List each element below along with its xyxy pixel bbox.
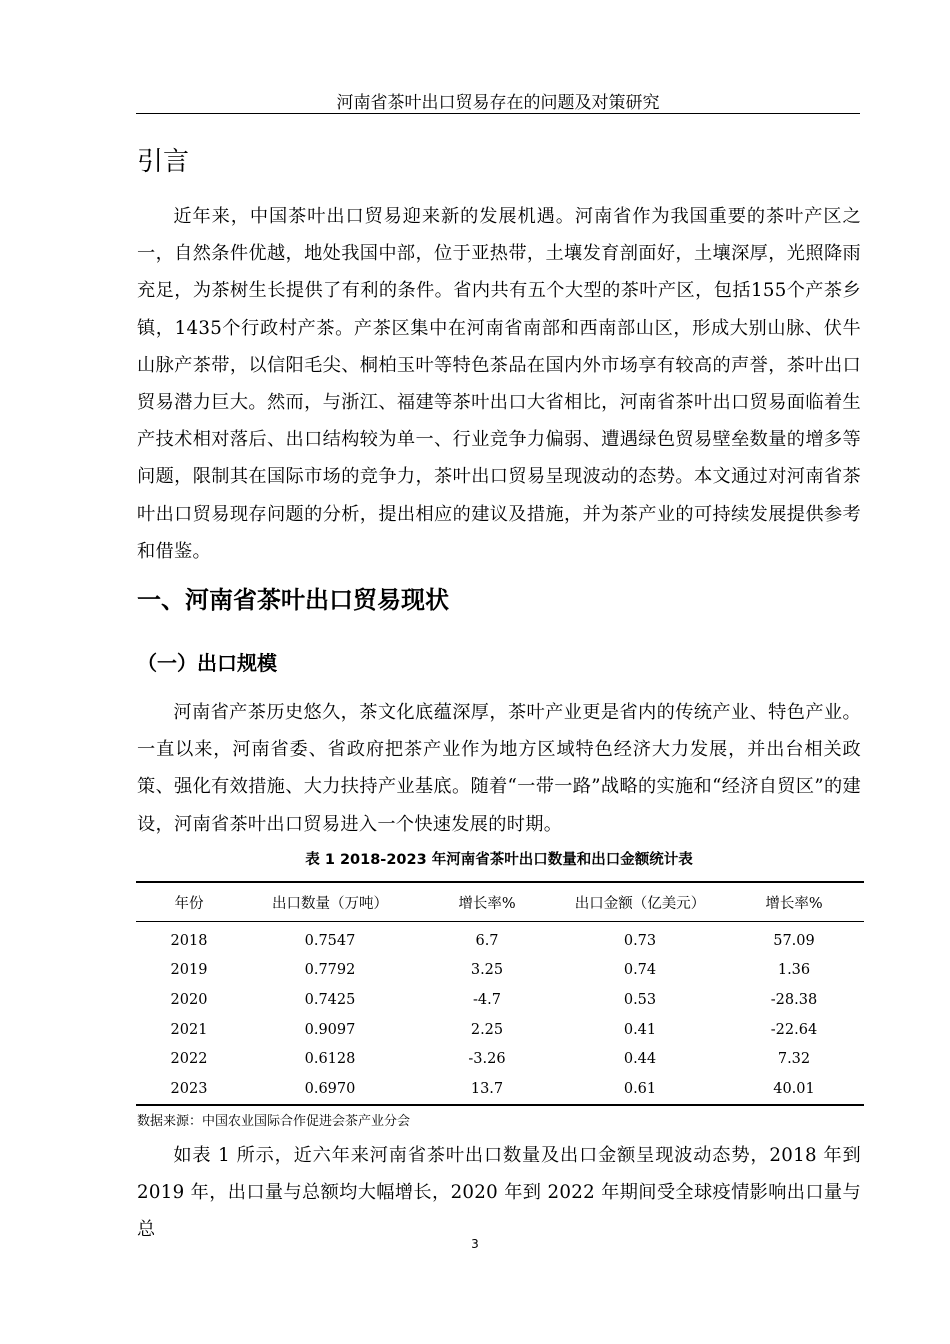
cell-quantity: 0.6128 — [304, 1051, 356, 1068]
intro-paragraph: 近年来，中国茶叶出口贸易迎来新的发展机遇。河南省作为我国重要的茶叶产区之一，自然条件优越，地处我国中部，位于亚热带，土壤发育剖面好，土壤深厚，光照降雨充足，为茶树生长提供了有利的条件。省内共有五个大型的茶叶产区，包括155个产茶乡镇，1435个行政村产茶。产茶区集中在河南省南部和西南部山区，形成大别山脉、伏牛山脉产茶带，以信阳毛尖、桐柏玉叶等特色茶品在国内外市场享有较高的声誉，茶叶出口贸易潜力巨大。然而，与浙江、福建等茶叶出口大省相比，河南省茶叶出口贸易面临着生产技术相对落后、出口结构较为单一、行业竞争力偏弱、遭遇绿色贸易壁垒数量的增多等问题，限制其在国际市场的竞争力，茶叶出口贸易呈现波动的态势。本文通过对河南省茶叶出口贸易现存问题的分析，提出相应的建议及措施，并为茶产业的可持续发展提供参考和借鉴。 — [137, 206, 861, 562]
cell-year: 2018 — [170, 932, 208, 949]
header-rule — [136, 113, 860, 114]
cell-year: 2022 — [170, 1051, 208, 1068]
cell-amount-growth: 1.36 — [777, 962, 811, 979]
cell-amount-growth: -22.64 — [770, 1021, 818, 1038]
column-header-quantity-growth: 增长率% — [458, 895, 516, 912]
export-table — [136, 881, 864, 1106]
column-header-year: 年份 — [174, 895, 204, 912]
cell-quantity-growth: 3.25 — [470, 962, 504, 979]
cell-amount: 0.44 — [623, 1051, 657, 1068]
cell-amount: 0.74 — [623, 962, 657, 979]
table-row — [136, 1015, 864, 1045]
table-row — [136, 985, 864, 1015]
cell-amount: 0.53 — [623, 991, 657, 1008]
analysis-paragraph: 如表 1 所示，近六年来河南省茶叶出口数量及出口金额呈现波动态势，2018 年到 2019 年，出口量与总额均大幅增长，2020 年到 2022 年期间受全球疫情影响出口量与总 — [137, 1145, 861, 1241]
column-header-quantity: 出口数量（万吨） — [272, 895, 388, 912]
cell-quantity: 0.7792 — [304, 962, 356, 979]
running-header: 河南省茶叶出口贸易存在的问题及对策研究 — [336, 93, 660, 113]
cell-year: 2021 — [170, 1021, 208, 1038]
cell-quantity: 0.6970 — [304, 1080, 356, 1097]
cell-quantity-growth: 2.25 — [470, 1021, 504, 1038]
cell-year: 2019 — [170, 962, 208, 979]
section-heading: 一、河南省茶叶出口贸易现状 — [137, 586, 449, 614]
cell-amount-growth: -28.38 — [770, 991, 818, 1008]
page-number: 3 — [471, 1237, 479, 1251]
cell-amount: 0.41 — [623, 1021, 657, 1038]
cell-quantity: 0.7425 — [304, 991, 356, 1008]
cell-quantity-growth: 13.7 — [470, 1080, 504, 1097]
subsection-heading: （一）出口规模 — [137, 651, 277, 675]
cell-year: 2023 — [170, 1080, 208, 1097]
cell-quantity-growth: 6.7 — [475, 932, 499, 949]
cell-quantity: 0.7547 — [304, 932, 356, 949]
cell-amount-growth: 40.01 — [773, 1080, 815, 1097]
cell-amount-growth: 57.09 — [773, 932, 815, 949]
table-row — [136, 956, 864, 986]
subsection-paragraph: 河南省产茶历史悠久，茶文化底蕴深厚，茶叶产业更是省内的传统产业、特色产业。一直以来，河南省委、省政府把茶产业作为地方区域特色经济大力发展，并出台相关政策、强化有效措施、大力扶持产业基底。随着“一带一路”战略的实施和“经济自贸区”的建设，河南省茶叶出口贸易进入一个快速发展的时期。 — [137, 702, 861, 835]
table-source-note: 数据来源：中国农业国际合作促进会茶产业分会 — [137, 1114, 411, 1129]
table-header-row — [136, 882, 864, 922]
cell-amount-growth: 7.32 — [777, 1051, 811, 1068]
cell-year: 2020 — [170, 991, 208, 1008]
cell-quantity-growth: -3.26 — [468, 1051, 506, 1068]
intro-heading: 引言 — [137, 147, 190, 177]
cell-amount: 0.73 — [623, 932, 657, 949]
cell-quantity-growth: -4.7 — [473, 991, 501, 1008]
table-row — [136, 1074, 864, 1105]
column-header-amount: 出口金额（亿美元） — [574, 895, 706, 912]
column-header-amount-growth: 增长率% — [765, 895, 823, 912]
cell-amount: 0.61 — [623, 1080, 657, 1097]
table-caption: 表 1 2018-2023 年河南省茶叶出口数量和出口金额统计表 — [305, 852, 693, 868]
table-row — [136, 922, 864, 956]
table-row — [136, 1044, 864, 1074]
cell-quantity: 0.9097 — [304, 1021, 356, 1038]
